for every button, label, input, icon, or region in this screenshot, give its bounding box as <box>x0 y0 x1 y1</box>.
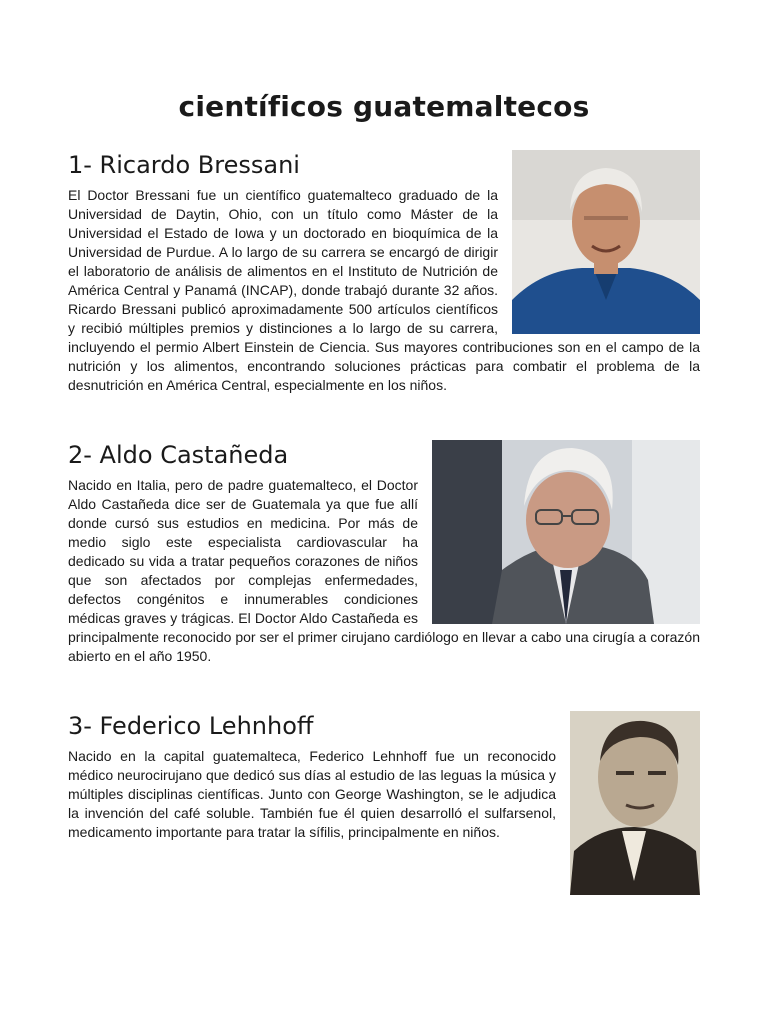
section-federico-lehnhoff <box>68 711 700 897</box>
portrait-ricardo-bressani <box>512 150 700 334</box>
section-heading: 1- Ricardo Bressani <box>68 151 300 179</box>
section-body: El Doctor Bressani fue un científico guatemalteco graduado de la Universidad de Daytin, Ohio, con un título como Máster de la Universidad el Estado de Iowa y un doctorado en bioquímica de la Universidad de Purdue. A lo largo de su carrera se encargó de dirigir el laboratorio de análisis de alimentos en el Instituto de Nutrición de América Central y Panamá (INCAP), donde trabajó durante 32 años. Ricardo Bressani publicó aproximadamente 500 artículos científicos y recibió múltiples premios y distinciones a lo largo de su carrera, incluyendo el permio Albert Einstein de Ciencia. Sus mayores contribuciones son en el campo de la nutrición y los alimentos, encontrando soluciones prácticas para combatir el problema de la desnutrición en América Central, especialmente en los niños. <box>68 187 700 393</box>
portrait-federico-lehnhoff <box>570 711 700 895</box>
page-title: científicos guatemaltecos <box>178 90 590 123</box>
section-body: Nacido en Italia, pero de padre guatemalteco, el Doctor Aldo Castañeda dice ser de Guatemala ya que fue allí donde cursó sus estudios en medicina. Por más de medio siglo este especialista cardiovascular ha dedicado su vida a tratar pequeños corazones de niños que son afectados por complejas enfermedades, defectos congénitos e innumerables condiciones médicas graves y trágicas. El Doctor Aldo Castañeda es principalmente reconocido por ser el primer cirujano cardiólogo en llevar a cabo una cirugía a corazón abierto en el año 1950. <box>68 477 700 664</box>
section-ricardo-bressani <box>68 150 700 395</box>
portrait-aldo-castaneda <box>432 440 700 624</box>
section-aldo-castaneda <box>68 440 700 666</box>
section-heading: 3- Federico Lehnhoff <box>68 712 314 740</box>
section-heading: 2- Aldo Castañeda <box>68 441 289 469</box>
section-body: Nacido en la capital guatemalteca, Federico Lehnhoff fue un reconocido médico neurocirujano que dedicó sus días al estudio de las leguas la música y múltiples disciplinas científicas. Junto con George Washington, se le adjudica la invención del café soluble. También fue él quien desarrolló el sulfarsenol, medicamento importante para tratar la sífilis, principalmente en niños. <box>68 748 556 840</box>
